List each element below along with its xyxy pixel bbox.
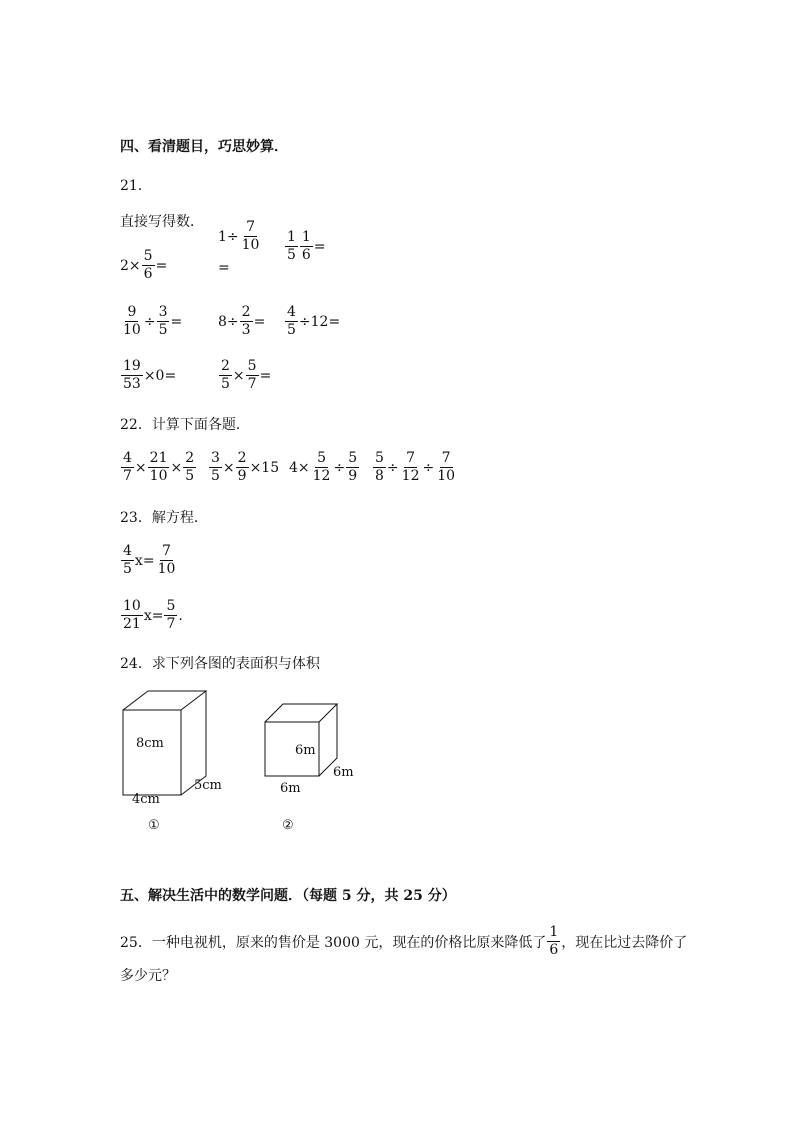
question-21-number: 21． xyxy=(120,178,152,194)
figure-2-label: ② xyxy=(282,818,294,833)
q21-expression-4: $\frac{9}{10}$ ÷ $\frac{3}{5}$ = xyxy=(123,304,183,338)
solids-figures xyxy=(110,690,370,840)
q21-expression-5: 8÷ $\frac{2}{3}$ = xyxy=(218,304,266,338)
section-4-heading: 四、看清题目，巧思妙算． xyxy=(120,139,288,155)
q22-calculation-2: $\frac{3}{5}$ × $\frac{2}{9}$ ×15 xyxy=(211,450,280,484)
question-25-line-1: 25．一种电视机，原来的售价是 3000 元，现在的价格比原来降低了 $\frac{1}{6}$ ，现在比过去降价了 xyxy=(120,924,688,958)
cuboid-depth-label: 5cm xyxy=(194,778,222,793)
cube-width-label: 6m xyxy=(280,781,301,796)
q22-calculation-1: $\frac{4}{7}$ × $\frac{21}{10}$ × $\frac{2}{5}$ xyxy=(123,450,195,484)
q22-calculation-4: $\frac{5}{8}$ ÷ $\frac{7}{12}$ ÷ $\frac{7}{10}$ xyxy=(375,450,456,484)
q21-expression-2-equals: = xyxy=(218,260,230,276)
q21-expression-2: 1÷ $\frac{7}{10}$ xyxy=(218,219,260,253)
q21-expression-7: $\frac{19}{53}$ ×0= xyxy=(123,358,177,392)
cube-figure xyxy=(265,704,337,776)
figure-1-label: ① xyxy=(148,818,160,833)
cube-depth-label: 6m xyxy=(333,765,354,780)
cuboid-height-label: 8cm xyxy=(136,736,164,751)
question-21-instruction: 直接写得数． xyxy=(120,214,204,230)
question-23-title: 23．解方程． xyxy=(120,510,208,526)
q21-expression-1: 2× $\frac{5}{6}$ = xyxy=(120,248,168,282)
q23-equation-2: $\frac{10}{21}$ x= $\frac{5}{7}$ . xyxy=(123,598,183,632)
q23-equation-1: $\frac{4}{5}$ x= $\frac{7}{10}$ xyxy=(123,543,176,577)
cuboid-width-label: 4cm xyxy=(132,792,160,807)
question-25-line-2: 多少元？ xyxy=(120,968,176,984)
q21-expression-3: $\frac{1}{5}$ $\frac{1}{6}$ = xyxy=(287,229,326,263)
q22-calculation-3: 4× $\frac{5}{12}$ ÷ $\frac{5}{9}$ xyxy=(289,450,358,484)
q21-expression-6: $\frac{4}{5}$ ÷12= xyxy=(287,304,341,338)
question-24-title: 24．求下列各图的表面积与体积 xyxy=(120,656,320,672)
q21-expression-8: $\frac{2}{5}$ × $\frac{5}{7}$ = xyxy=(221,358,272,392)
section-5-heading: 五、解决生活中的数学问题．（每题 5 分，共 25 分） xyxy=(120,888,456,904)
question-22-title: 22．计算下面各题． xyxy=(120,417,250,433)
cube-height-label: 6m xyxy=(295,743,316,758)
